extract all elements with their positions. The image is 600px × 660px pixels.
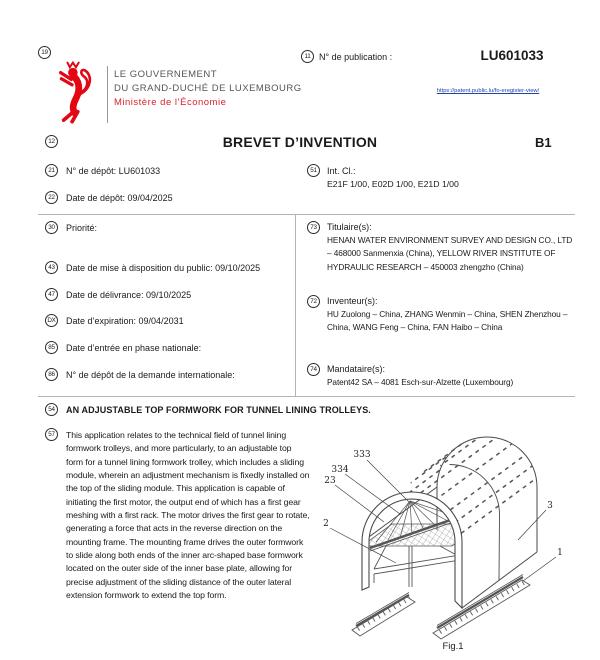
representative-label: Mandataire(s): — [327, 364, 386, 374]
document-type-title: BREVET D’INVENTION — [222, 134, 378, 150]
ministry-line: Ministère de l’Économie — [114, 97, 227, 108]
inid-47-badge: 47 — [45, 288, 58, 301]
inid-12-badge: 12 — [45, 135, 58, 148]
roof-slot-rows — [402, 438, 536, 534]
eregister-link[interactable]: https://patent.public.lu/fo-eregister-view/ — [436, 88, 540, 94]
ref-label-3: 3 — [547, 501, 553, 511]
public-availability-date-row: Date de mise à disposition du public: 09/10/2025 — [66, 263, 261, 273]
int-cl-value: E21F 1/00, E02D 1/00, E21D 1/00 — [327, 179, 459, 189]
inid-19-badge: 19 — [38, 46, 51, 59]
holders-entry — [327, 221, 575, 274]
publication-number: LU601033 — [480, 48, 544, 63]
inid-22-badge: 22 — [45, 191, 58, 204]
representative-text: Patent42 SA – 4081 Esch-sur-Alzette (Luxembourg) — [327, 377, 514, 388]
invention-title: AN ADJUSTABLE TOP FORMWORK FOR TUNNEL LINING TROLLEYS. — [66, 405, 371, 415]
table-bottom-border — [38, 396, 575, 397]
ref-label-2: 2 — [323, 519, 329, 529]
ref-label-23: 23 — [324, 476, 336, 486]
inid-30-badge: 30 — [45, 221, 58, 234]
government-line2: DU GRAND-DUCHÉ DE LUXEMBOURG — [114, 83, 302, 94]
inid-85-badge: 85 — [45, 341, 58, 354]
inid-73-badge: 73 — [307, 221, 320, 234]
inventors-entry — [327, 295, 575, 335]
holders-text: HENAN WATER ENVIRONMENT SURVEY AND DESIGN CO., LTD – 468000 Sanmenxia (China), YELLOW RIVER INSTITUTE OF HYDRAULIC RESEARCH – 450003 zhengzho (China) — [327, 235, 573, 272]
representative-entry — [327, 363, 575, 389]
abstract-text: This application relates to the technical field of tunnel lining formwork trolleys, and more particularly, to an adjustable top form for a tunnel lining formwork trolley, which includes a sliding module, wherein an adjustment mechanism is fixedly installed on the top of the sliding module. This application is capable of initiating the first motor, the output end of which has a first gear meshing with a first rack. The motor drives the first gear to rotate, generating a force that acts in the reverse direction on the mounting frame. The mounting frame drives the outer formwork to slide along both ends of the inner arc-shaped base formwork located on the outer side of the inner base plate, allowing for precise adjustment of the sliding distance of the outer lateral extension formwork to extend the top form. — [66, 430, 310, 601]
inid-57-badge: 57 — [45, 428, 58, 441]
inid-21-badge: 21 — [45, 164, 58, 177]
inventors-text: HU Zuolong – China, ZHANG Wenmin – China, SHEN Zhenzhou – China, WANG Feng – China, FAN Haibo – China — [327, 309, 568, 333]
inid-74-badge: 74 — [307, 363, 320, 376]
kind-code: B1 — [535, 135, 552, 150]
inid-43-badge: 43 — [45, 261, 58, 274]
tunnel-shell — [362, 437, 537, 608]
ref-label-334: 334 — [331, 465, 349, 475]
table-column-divider — [295, 214, 296, 396]
figure-caption: Fig.1 — [442, 641, 464, 652]
inid-dx-badge: DX — [45, 314, 58, 327]
logo-divider — [107, 66, 108, 123]
figure-1-drawing — [312, 430, 598, 660]
rail-right — [433, 575, 530, 640]
inid-54-badge: 54 — [45, 403, 58, 416]
deposit-number: N° de dépôt: LU601033 — [66, 166, 161, 176]
ref-label-1: 1 — [557, 548, 563, 558]
int-cl-label: Int. Cl.: — [327, 166, 356, 176]
deposit-date: Date de dépôt: 09/04/2025 — [66, 193, 173, 203]
inventors-label: Inventeur(s): — [327, 296, 378, 306]
luxembourg-lion-logo-icon — [56, 58, 102, 124]
inid-72-badge: 72 — [307, 295, 320, 308]
ref-label-333: 333 — [353, 450, 371, 460]
inid-86-badge: 86 — [45, 368, 58, 381]
national-phase-date-row: Date d’entrée en phase nationale: — [66, 343, 202, 353]
holders-label: Titulaire(s): — [327, 222, 372, 232]
rail-left — [352, 593, 415, 637]
grant-date-row: Date de délivrance: 09/10/2025 — [66, 290, 192, 300]
international-application-row: N° de dépôt de la demande internationale: — [66, 370, 235, 380]
inid-11-badge: 11 — [301, 50, 314, 63]
government-line1: LE GOUVERNEMENT — [114, 69, 218, 80]
table-top-border — [38, 214, 575, 215]
publication-label: N° de publication : — [319, 52, 393, 62]
inid-51-badge: 51 — [307, 164, 320, 177]
priority-row: Priorité: — [66, 223, 98, 233]
expiration-date-row: Date d’expiration: 09/04/2031 — [66, 316, 184, 326]
